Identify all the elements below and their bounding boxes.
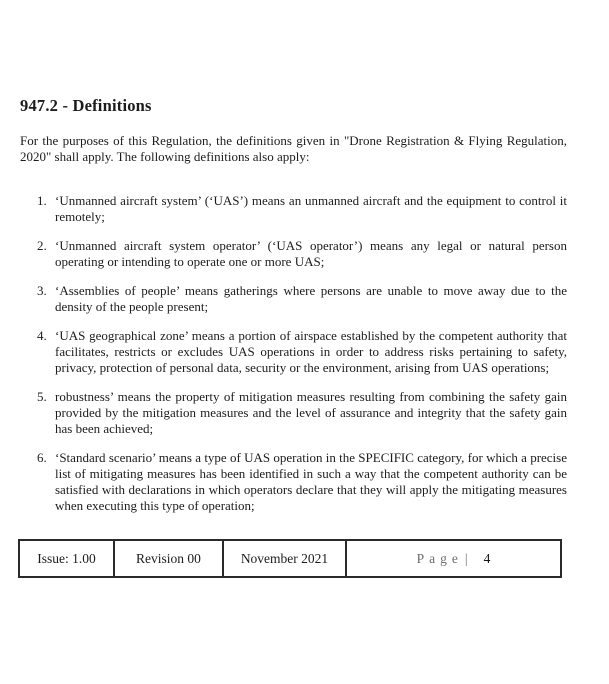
definition-item [20, 389, 567, 437]
footer-page-number: 4 [483, 550, 491, 566]
section-heading: 947.2 - Definitions [20, 96, 152, 115]
footer-issue-cell: Issue: 1.00 [19, 540, 114, 577]
definition-item [20, 450, 567, 514]
footer-page-cell [346, 540, 561, 577]
definition-text: ‘Assemblies of people’ means gatherings where persons are unable to move away due to the density of the people present; [55, 283, 567, 314]
definition-text: robustness’ means the property of mitigation measures resulting from combining the safety gain provided by the mitigation measures and the level of assurance and integrity that the safety gain has been achieved; [55, 389, 567, 436]
definition-number: 1. [37, 193, 47, 208]
definition-text: ‘Unmanned aircraft system operator’ (‘UAS operator’) means any legal or natural person operating or intending to operate one or more UAS; [55, 238, 567, 269]
definition-item [20, 283, 567, 315]
definition-item [20, 238, 567, 270]
footer-row [19, 540, 561, 577]
definition-number: 5. [37, 389, 47, 404]
footer-date-cell: November 2021 [223, 540, 346, 577]
definition-number: 6. [37, 450, 47, 465]
definition-number: 2. [37, 238, 47, 253]
footer-revision-cell: Revision 00 [114, 540, 223, 577]
footer-table [18, 539, 562, 578]
definitions-list [20, 193, 567, 514]
definition-text: ‘Unmanned aircraft system’ (‘UAS’) means an unmanned aircraft and the equipment to control it remotely; [55, 193, 567, 224]
definition-text: ‘UAS geographical zone’ means a portion of airspace established by the competent authority that facilitates, restricts or excludes UAS operations in order to address risks pertaining to safety, privacy, protection of personal data, security or the environment, arising from UAS operations; [55, 328, 567, 375]
intro-paragraph: For the purposes of this Regulation, the definitions given in "Drone Registration & Flying Regulation, 2020" shall apply. The following definitions also apply: [20, 133, 567, 164]
footer-page-separator: | [464, 550, 468, 566]
definition-item [20, 193, 567, 225]
footer-page-label: Page [416, 550, 463, 566]
definition-number: 4. [37, 328, 47, 343]
definition-number: 3. [37, 283, 47, 298]
definition-item [20, 328, 567, 376]
definition-text: ‘Standard scenario’ means a type of UAS operation in the SPECIFIC category, for which a precise list of mitigating measures has been identified in such a way that the competent authority can be satisfied with declarations in which operators declare that they will apply the mitigating measures when executing this type of operation; [55, 450, 567, 513]
